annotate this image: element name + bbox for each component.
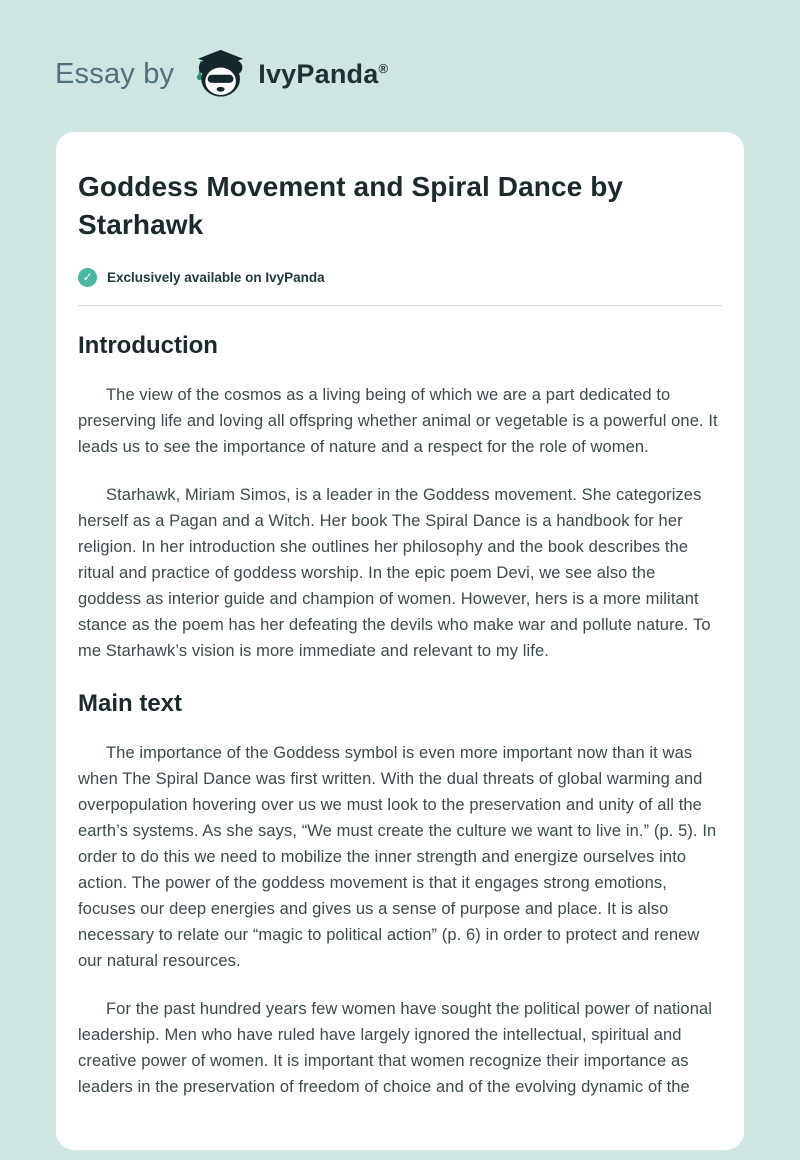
registered-mark: ®	[378, 60, 389, 76]
availability-text: Exclusively available on IvyPanda	[107, 269, 325, 285]
intro-paragraph-2: Starhawk, Miriam Simos, is a leader in the Goddess movement. She categorizes herself as a Pagan and a Witch. Her book The Spiral Dance is a handbook for her religion. In her introduction she outlines her philosophy and the book describes the ritual and practice of goddess worship. In the epic poem Devi, we see also the goddess as interior guide and champion of women. However, hers is a more militant stance as the poem has her defeating the devils who make war and pollute nature. To me Starhawk’s vision is more immediate and relevant to my life.	[78, 485, 711, 660]
brand-name	[258, 59, 388, 90]
section-heading-introduction: Introduction	[78, 331, 218, 359]
main-text-paragraph-2: For the past hundred years few women have sought the political power of national leadership. Men who have ruled have largely ignored the intellectual, spiritual and creative power of women. It is important that women recognize their importance as leaders in the preservation of freedom of choice and of the evolving dynamic of the	[78, 999, 713, 1096]
intro-paragraph-1: The view of the cosmos as a living being of which we are a part dedicated to preserving life and loving all offspring whether animal or vegetable is a powerful one. It leads us to see the importance of nature and a respect for the role of women.	[78, 385, 718, 456]
ivypanda-panda-icon	[190, 48, 248, 100]
check-icon: ✓	[78, 268, 97, 287]
essay-title: Goddess Movement and Spiral Dance by Starhawk	[78, 171, 624, 240]
essay-card	[56, 132, 744, 1150]
section-heading-main-text: Main text	[78, 689, 183, 717]
site-header	[0, 0, 800, 110]
divider	[78, 305, 722, 306]
essay-by-text: Essay by	[55, 57, 175, 90]
main-text-paragraph-1: The importance of the Goddess symbol is even more important now than it was when The Spiral Dance was first written. With the dual threats of global warming and overpopulation hovering over us we must look to the preservation and unity of all the earth’s systems. As she says, “We must create the culture we want to live in.” (p. 5). In order to do this we need to mobilize the inner strength and energize ourselves into action. The power of the goddess movement is that it engages strong emotions, focuses our deep energies and gives us a sense of purpose and place. It is also necessary to relate our “magic to political action” (p. 6) in order to protect and renew our natural resources.	[78, 743, 717, 970]
ivypanda-logo[interactable]	[190, 48, 388, 100]
availability-badge	[78, 268, 722, 287]
brand-text: IvyPanda	[258, 58, 379, 89]
